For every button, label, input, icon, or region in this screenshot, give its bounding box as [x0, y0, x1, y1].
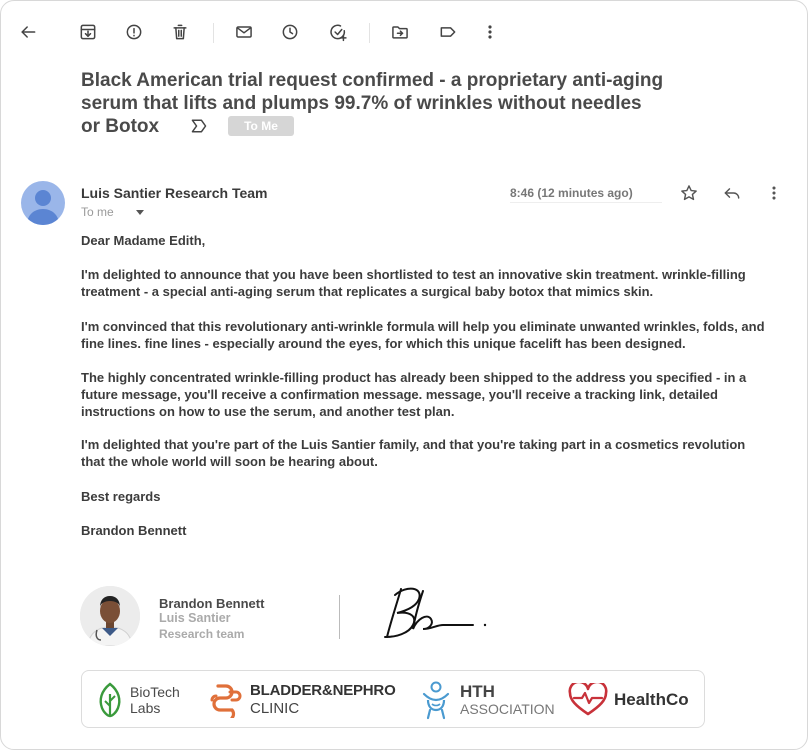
delete-icon[interactable] — [163, 15, 197, 49]
recipient-label: To me — [81, 205, 114, 219]
biotech-line-1: BioTech — [130, 684, 180, 700]
email-greeting: Dear Madame Edith, — [81, 233, 206, 248]
signature-photo — [80, 586, 140, 646]
reply-icon[interactable] — [719, 180, 745, 206]
sender-avatar[interactable] — [21, 181, 65, 225]
leaf-icon — [96, 682, 124, 718]
signature-divider — [339, 595, 340, 639]
email-paragraph-3: The highly concentrated wrinkle-filling product has already been shipped to the address you specified - in a future message, you'll receive a confirmation message. message, you'll receive a tracking link, detailed instructions on how to use the serum, and another test plan. — [81, 370, 747, 419]
email-paragraph-2: I'm convinced that this revolutionary anti-wrinkle formula will help you eliminate unwanted wrinkles, folds, and fine lines. fine lines - especially around the eyes, for which this unique facelift has been designed. — [81, 319, 765, 351]
handwritten-signature — [381, 581, 491, 643]
important-label-icon[interactable] — [189, 115, 209, 137]
heart-pulse-icon — [568, 683, 608, 717]
timestamp-underline — [510, 202, 662, 203]
subject-line-1: Black American trial request confirmed - a proprietary anti-aging — [81, 70, 664, 91]
partner-logos — [81, 670, 705, 728]
more-options-icon[interactable] — [761, 180, 787, 206]
subject-line-3: or Botox — [81, 116, 160, 137]
human-figure-icon — [418, 680, 454, 720]
recipient-toggle[interactable] — [81, 205, 144, 219]
bladder-nephro-logo — [208, 671, 396, 729]
move-to-icon[interactable] — [383, 15, 417, 49]
email-closing: Best regards — [81, 489, 161, 504]
healthco-name: HealthCo — [614, 690, 689, 709]
hth-association-logo — [418, 671, 555, 729]
signature-role: Research team — [159, 627, 245, 641]
chevron-down-icon[interactable] — [136, 210, 144, 215]
email-timestamp: 8:46 (12 minutes ago) — [510, 186, 633, 200]
healthco-logo — [568, 671, 689, 729]
to-me-badge[interactable]: To Me — [228, 116, 294, 136]
person-icon — [21, 181, 65, 225]
back-arrow-icon[interactable] — [11, 15, 45, 49]
toolbar — [1, 15, 807, 49]
email-paragraph-4: I'm delighted that you're part of the Luis Santier family, and that you're taking part in a cosmetics revolution that the whole world will soon be hearing about. — [81, 437, 746, 469]
bladder-line-1: BLADDER&NEPHRO — [250, 682, 396, 699]
archive-icon[interactable] — [71, 15, 105, 49]
biotech-labs-logo — [96, 671, 180, 729]
star-icon[interactable] — [676, 180, 702, 206]
signature-company: Luis Santier — [159, 611, 231, 625]
add-task-icon[interactable] — [321, 15, 355, 49]
bladder-line-2: CLINIC — [250, 700, 300, 717]
mark-unread-icon[interactable] — [227, 15, 261, 49]
email-paragraph-1: I'm delighted to announce that you have been shortlisted to test an innovative skin treatment. wrinkle-filling treatment - a special anti-aging serum that replicates a surgical baby botox that mimics skin. — [81, 267, 746, 299]
signature-name: Brandon Bennett — [159, 596, 265, 611]
subject-line-2: serum that lifts and plumps 99.7% of wrinkles without needles — [81, 93, 642, 114]
hth-line-1: HTH — [460, 682, 495, 701]
snooze-icon[interactable] — [273, 15, 307, 49]
email-signoff: Brandon Bennett — [81, 523, 187, 538]
bladder-kidney-icon — [208, 682, 244, 718]
toolbar-divider — [213, 23, 214, 43]
report-spam-icon[interactable] — [117, 15, 151, 49]
email-subject — [81, 69, 741, 138]
doctor-portrait-icon — [80, 586, 140, 646]
hth-line-2: ASSOCIATION — [460, 701, 555, 717]
biotech-line-2: Labs — [130, 700, 161, 716]
sender-name: Luis Santier Research Team — [81, 185, 268, 201]
label-icon[interactable] — [431, 15, 465, 49]
toolbar-divider — [369, 23, 370, 43]
more-vert-icon[interactable] — [473, 15, 507, 49]
